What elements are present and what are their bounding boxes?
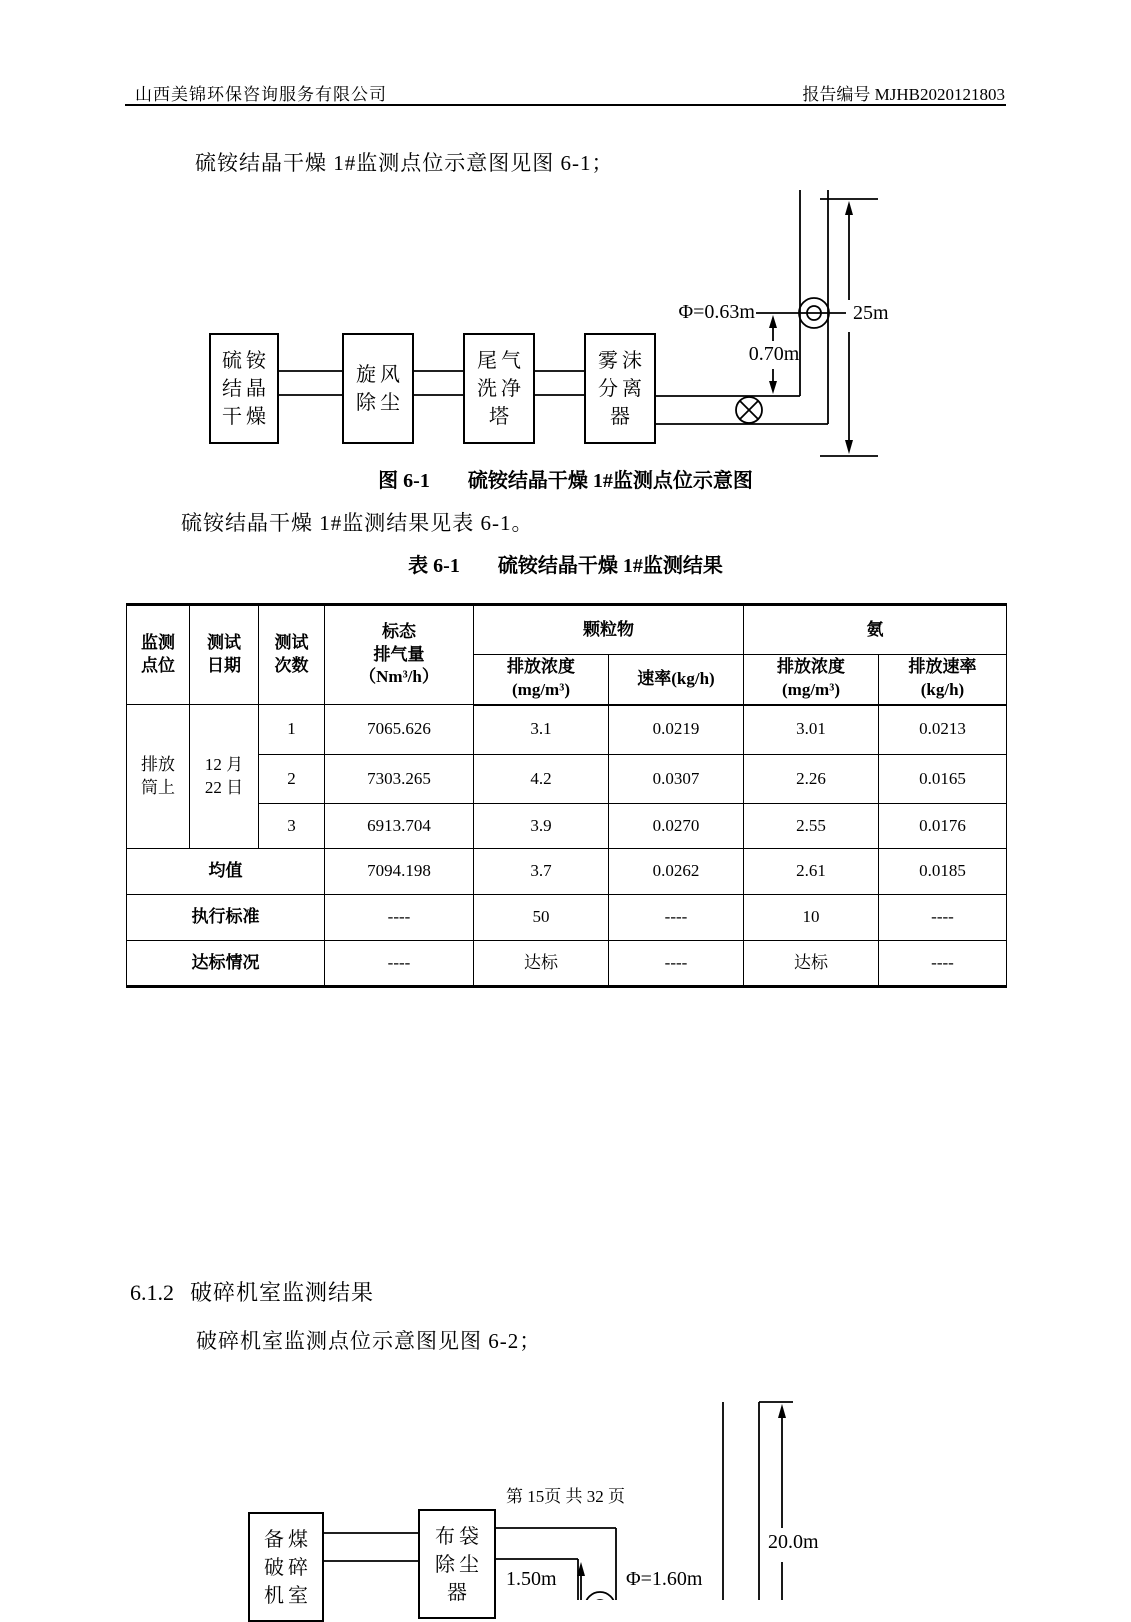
col-header-pm-rate: 速率(kg/h) (609, 655, 744, 705)
cell-nh3-conc: 3.01 (744, 705, 879, 755)
header-report-number: 报告编号 MJHB2020121803 (802, 85, 1005, 104)
section-heading-612 (130, 1276, 374, 1307)
cell-pm-rate: 0.0270 (609, 804, 744, 849)
paragraph-figure1-reference: 硫铵结晶干燥 1#监测点位示意图见图 6-1； (195, 151, 614, 175)
box-text-line: 塔 (489, 405, 513, 428)
box-text-line: 旋风 (356, 363, 404, 386)
cell-nh3-conc: 2.55 (744, 804, 879, 849)
row-label-average: 均值 (127, 849, 325, 895)
monitoring-results-table (126, 603, 1007, 988)
cell-flow: 7065.626 (325, 705, 474, 755)
cell-nh3-conc: 2.61 (744, 849, 879, 895)
box-text-line: 机室 (264, 1585, 312, 1607)
header-divider (125, 104, 1006, 106)
cell-flow: 6913.704 (325, 804, 474, 849)
label-port-height: 0.70m (748, 343, 800, 365)
figure1-caption (0, 464, 1131, 493)
box-text-line: 雾沫 (598, 349, 646, 372)
box-text-line: 备煤 (264, 1529, 312, 1551)
figure1-caption-label: 图 6-1 (378, 470, 430, 492)
cell-nh3-rate: ---- (879, 895, 1007, 941)
col-header-nh3-concentration: 排放浓度 (mg/m³) (744, 655, 879, 705)
box-text-line: 破碎 (264, 1557, 312, 1579)
cell-flow: ---- (325, 895, 474, 941)
label-stack-diameter-fig2: Φ=1.60m (626, 1568, 703, 1590)
cell-pm-rate: ---- (609, 895, 744, 941)
box-text-line: 硫铵 (222, 349, 270, 372)
cell-pm-conc: 3.7 (474, 849, 609, 895)
cell-nh3-rate: 0.0185 (879, 849, 1007, 895)
cell-pm-conc: 3.9 (474, 804, 609, 849)
table-row-average (127, 849, 1007, 895)
row-label-standard: 执行标准 (127, 895, 325, 941)
cell-test-no: 3 (259, 804, 325, 849)
cell-pm-conc: 达标 (474, 941, 609, 987)
header-company-name: 山西美锦环保咨询服务有限公司 (135, 85, 387, 104)
col-header-date: 测试日期 (190, 605, 259, 705)
table-row (127, 705, 1007, 755)
table1-caption-label: 表 6-1 (408, 555, 460, 577)
cell-flow: ---- (325, 941, 474, 987)
section-title: 破碎机室监测结果 (190, 1280, 375, 1305)
group-header-ammonia: 氨 (744, 605, 1007, 655)
box-text-line: 布袋 (435, 1526, 483, 1548)
cell-flow: 7094.198 (325, 849, 474, 895)
box-text-line: 干燥 (222, 405, 270, 428)
col-header-count: 测试次数 (259, 605, 325, 705)
box-text-line: 器 (447, 1582, 471, 1604)
box-text-line: 结晶 (222, 377, 270, 400)
cell-test-no: 2 (259, 755, 325, 804)
row-label-compliance: 达标情况 (127, 941, 325, 987)
process-box-mist-separator (584, 333, 656, 444)
figure1-caption-title: 硫铵结晶干燥 1#监测点位示意图 (467, 470, 753, 492)
cell-pm-conc: 3.1 (474, 705, 609, 755)
table1-caption (0, 549, 1131, 578)
table-row-standard (127, 895, 1007, 941)
cell-pm-conc: 4.2 (474, 755, 609, 804)
label-port-offset-fig2: 1.50m (506, 1568, 557, 1590)
cell-nh3-rate: 0.0176 (879, 804, 1007, 849)
table-row (127, 804, 1007, 849)
cell-nh3-conc: 10 (744, 895, 879, 941)
label-stack-diameter: Φ=0.63m (678, 301, 755, 323)
cell-test-date: 12 月 22 日 (190, 705, 259, 849)
process-box-crystallize-dry (209, 333, 279, 444)
process-box-bag-filter (418, 1509, 496, 1619)
cell-monitor-point: 排放 筒上 (127, 705, 190, 849)
box-text-line: 除尘 (435, 1554, 483, 1576)
col-header-point: 监测点位 (127, 605, 190, 705)
page-number: 第 15页 共 32 页 (506, 1487, 625, 1506)
box-text-line: 洗净 (477, 377, 525, 400)
table-row (127, 755, 1007, 804)
cell-nh3-rate: ---- (879, 941, 1007, 987)
process-box-cyclone (342, 333, 414, 444)
cell-pm-rate: 0.0307 (609, 755, 744, 804)
label-stack-height-fig2: 20.0m (768, 1531, 819, 1553)
col-header-flow: 标态 排气量 （Nm³/h） (325, 605, 474, 705)
process-box-scrubber-tower (463, 333, 535, 444)
box-text-line: 尾气 (477, 349, 525, 372)
cell-nh3-conc: 达标 (744, 941, 879, 987)
label-stack-height: 25m (853, 302, 889, 324)
cell-nh3-rate: 0.0213 (879, 705, 1007, 755)
cell-nh3-conc: 2.26 (744, 755, 879, 804)
col-header-nh3-rate: 排放速率 (kg/h) (879, 655, 1007, 705)
group-header-particulate: 颗粒物 (474, 605, 744, 655)
paragraph-figure2-reference: 破碎机室监测点位示意图见图 6-2； (196, 1329, 542, 1353)
table1-caption-title: 硫铵结晶干燥 1#监测结果 (497, 555, 723, 577)
process-box-coal-crusher-room (248, 1512, 324, 1622)
cell-pm-conc: 50 (474, 895, 609, 941)
cell-flow: 7303.265 (325, 755, 474, 804)
cell-nh3-rate: 0.0165 (879, 755, 1007, 804)
box-text-line: 器 (610, 405, 634, 428)
cell-pm-rate: 0.0262 (609, 849, 744, 895)
box-text-line: 除尘 (356, 391, 404, 414)
cell-pm-rate: 0.0219 (609, 705, 744, 755)
box-text-line: 分离 (598, 377, 646, 400)
section-number: 6.1.2 (130, 1280, 174, 1305)
col-header-pm-concentration: 排放浓度 (mg/m³) (474, 655, 609, 705)
table-row-compliance (127, 941, 1007, 987)
paragraph-table1-reference: 硫铵结晶干燥 1#监测结果见表 6-1。 (181, 511, 534, 535)
cell-pm-rate: ---- (609, 941, 744, 987)
cell-test-no: 1 (259, 705, 325, 755)
